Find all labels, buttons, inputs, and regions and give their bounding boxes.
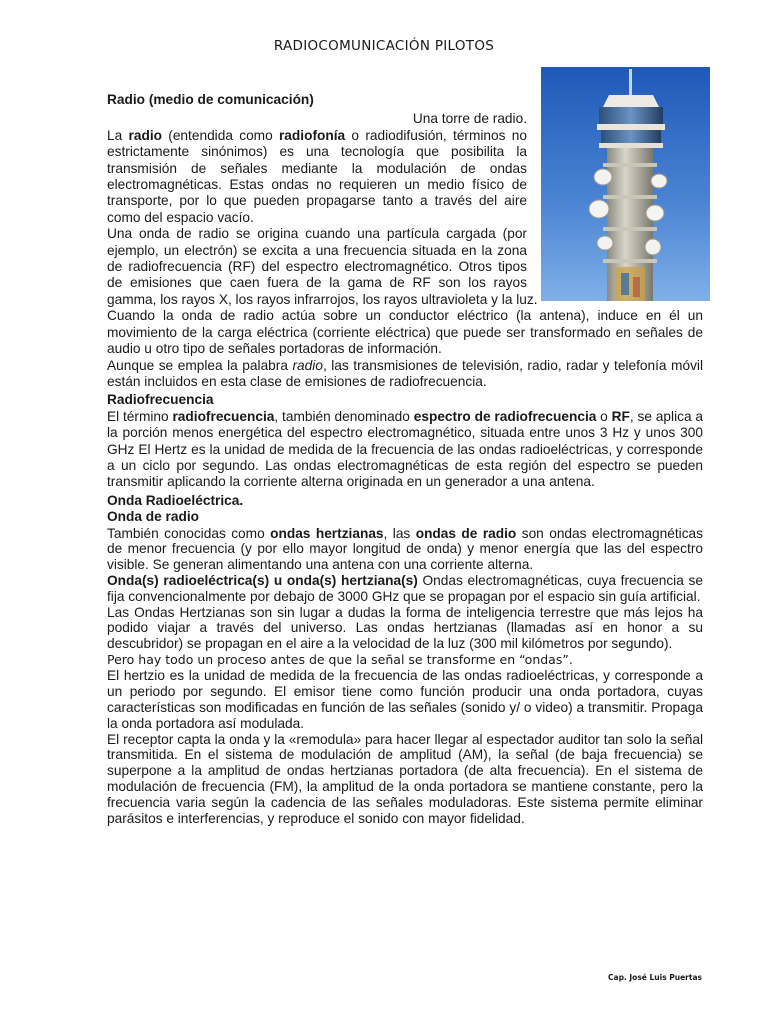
paragraph-ondas-hertzianas <box>107 526 703 573</box>
heading-onda-radioelectrica: Onda Radioeléctrica. <box>107 492 244 508</box>
footer-author: Cap. José Luis Puertas <box>608 973 702 982</box>
text-span: o radiodifusión, términos no estrictamente sinónimos) es una tecnología que posibilita la transmisión de señales mediante la modulación de ondas electromagnéticas. Estas ondas no requieren un medio físico de transporte, por lo que pueden propagarse tanto a través del aire como del espacio vacío. <box>107 127 528 225</box>
heading-radiofrecuencia: Radiofrecuencia <box>107 392 214 408</box>
heading-radio: Radio (medio de comunicación) <box>107 92 314 107</box>
text-span: , se aplica a la porción menos energética del espectro electromagnético, situada entre unos 3 Hz y unos 300 GHz El Hertz es la unidad de medida de la frecuencia de las ondas radioeléctricas, y corresponde a un ciclo por segundo. Las ondas electromagnéticas de esta región del espectro se pueden transmitir aplicando la corriente alterna originada en un generador a una antena. <box>107 408 704 490</box>
text-span: La <box>107 127 129 143</box>
bold-term: radiofrecuencia <box>172 408 275 424</box>
bold-term: RF <box>611 408 630 424</box>
document-body <box>107 92 703 826</box>
text-span: También conocidas como <box>107 525 271 541</box>
bold-term: radiofonía <box>278 127 346 143</box>
italic-term: radio <box>292 357 323 373</box>
bold-term: Onda(s) radioeléctrica(s) u onda(s) hertziana(s) <box>107 572 418 588</box>
text-span: , las transmisiones de televisión, radio, radar y telefonía móvil están incluidos en esta clase de emisiones de radiofrecuencia. <box>107 357 703 389</box>
bold-term: radio <box>128 127 162 143</box>
paragraph-radiofrecuencia <box>107 409 703 491</box>
paragraph-radio-word <box>107 358 703 391</box>
bold-term: ondas de radio <box>415 525 517 541</box>
paragraph-radio-origin: Una onda de radio se origina cuando una partícula cargada (por ejemplo, un electrón) se excita a una frecuencia situada en la zona de radiofrecuencia (RF) del espectro electromagnético. Otros tipos de emisiones que caen fuera de la gama de RF son los rayos <box>107 226 527 291</box>
paragraph-radio-definition <box>107 128 527 226</box>
bold-term: ondas hertzianas <box>270 525 384 541</box>
text-span: Aunque se emplea la palabra <box>107 357 293 373</box>
text-span: son ondas electromagnéticas de menor frecuencia (y por ello mayor longitud de onda) y menor energía que las del espectro visible. Se generan alimentando una antena con una corriente alterna. <box>107 525 704 573</box>
paragraph-antenna: Cuando la onda de radio actúa sobre un conductor eléctrico (la antena), induce en él un movimiento de la carga eléctrica (corriente eléctrica) que puede ser transformado en señales de audio u otro tipo de señales portadoras de información. <box>107 308 703 357</box>
text-span: , las <box>383 525 416 541</box>
page-title: RADIOCOMUNICACIÓN PILOTOS <box>273 38 495 54</box>
paragraph-onda-definicion <box>107 573 703 605</box>
paragraph-ondas-hertzianas-historia: Las Ondas Hertzianas son sin lugar a dudas la forma de inteligencia terrestre que más lejos ha podido viajar a través del universo. Las ondas hertzianas (llamadas así en honor a su descubridor) se propagan en el aire a la velocidad de la luz (300 mil kilómetros por segundo). <box>107 604 703 652</box>
text-span: (entendida como <box>161 127 279 143</box>
text-span: , también denominado <box>274 408 414 424</box>
paragraph-radio-origin-end: gamma, los rayos X, los rayos infrarrojos, los rayos ultravioleta y la luz. <box>107 291 538 307</box>
paragraph-hertzio: El hertzio es la unidad de medida de la frecuencia de las ondas radioeléctricas, y corresponde a un periodo por segundo. El emisor tiene como función producir una onda portadora, cuyas características son modificadas en función de las señales (sonido y/ o video) a transmitir. Propaga la onda portadora así modulada. <box>107 668 703 731</box>
bold-term: espectro de radiofrecuencia <box>413 408 597 424</box>
text-span: El término <box>107 408 173 424</box>
image-caption: Una torre de radio. <box>412 111 527 127</box>
paragraph-receptor: El receptor capta la onda y la «remodula» para hacer llegar al espectador auditor tan solo la señal transmitida. En el sistema de modulación de amplitud (AM), la señal (de baja frecuencia) se superpone a la amplitud de ondas hertzianas portadora (de alta frecuencia). En el sistema de modulación de frecuencia (FM), la amplitud de la onda portadora se mantiene constante, pero la frecuencia varia según la cadencia de las señales moduladoras. Este sistema permite eliminar parásitos e interferencias, y reproduce el sonido con mayor fidelidad. <box>107 731 703 826</box>
text-span: Ondas electromagnéticas, cuya frecuencia se fija convencionalmente por debajo de 3000 GHz que se propagan por el espacio sin guía artificial. <box>107 572 703 604</box>
text-span: o <box>596 408 612 424</box>
paragraph-proceso: Pero hay todo un proceso antes de que la señal se transforme en “ondas”. <box>107 651 573 667</box>
heading-onda-de-radio: Onda de radio <box>107 509 200 525</box>
